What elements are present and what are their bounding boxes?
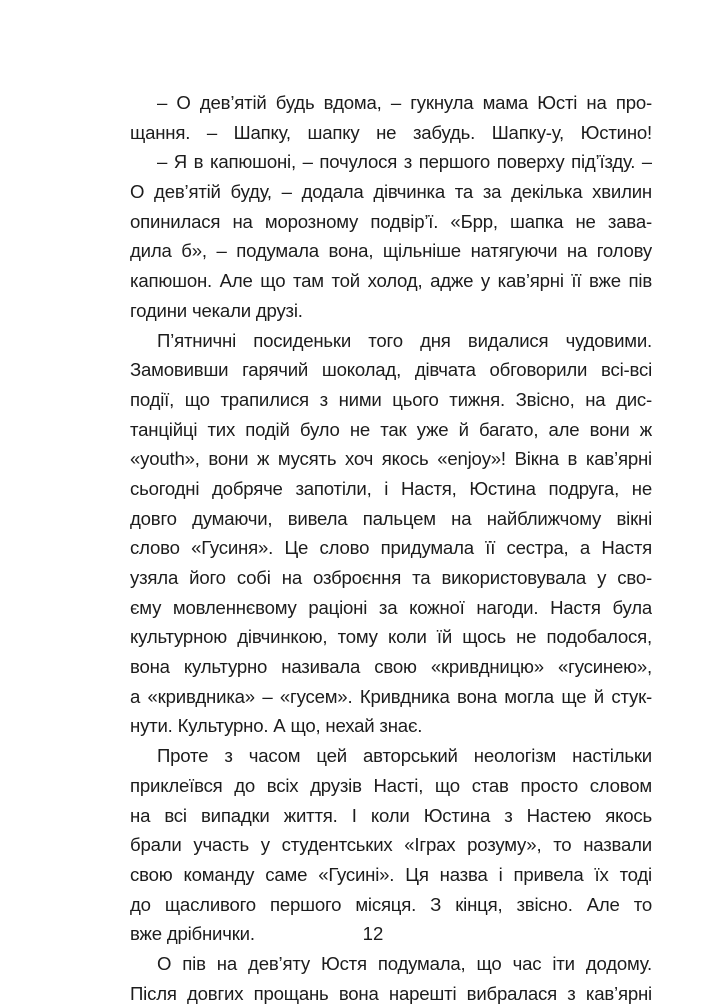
text-line: довго думаючи, вивела пальцем на найближчому вікні xyxy=(130,507,652,529)
text-line: – Я в капюшоні, – почулося з першого поверху під’їзду. – xyxy=(157,151,652,173)
text-line: культурною дівчинкою, тому коли їй щось не подобалося, xyxy=(130,626,652,648)
text-line: танційці тих подій було не так уже й багато, але вони ж xyxy=(130,418,652,440)
text-line: О дев’ятій буду, – додала дівчинка та за декілька хвилин xyxy=(130,181,652,203)
text-line: – О дев’ятій будь вдома, – гукнула мама Юсті на про- xyxy=(157,92,652,113)
text-line: нути. Культурно. А що, нехай знає. xyxy=(130,715,423,737)
text-line: Проте з часом цей авторський неологізм настільки xyxy=(157,745,652,767)
text-line: Після довгих прощань вона нарешті вибралася з кав’ярні xyxy=(130,982,652,1004)
text-line: слово «Гусиня». Це слово придумала її сестра, а Настя xyxy=(130,537,652,559)
text-line: капюшон. Але що там той холод, адже у кав’ярні її вже пів xyxy=(130,270,652,292)
text-line: години чекали друзі. xyxy=(130,299,303,321)
text-line: щання. – Шапку, шапку не забудь. Шапку-у, Юстино! xyxy=(130,121,652,143)
text-line: єму мовленнєвому раціоні за кожної нагоди. Настя була xyxy=(130,596,652,618)
text-line: на всі випадки життя. І коли Юстина з Настею якось xyxy=(130,804,652,826)
text-line: Замовивши гарячий шоколад, дівчата обговорили всі-всі xyxy=(130,359,652,381)
text-line: дила б», – подумала вона, щільніше натягуючи на голову xyxy=(130,240,652,262)
text-line: свою команду саме «Гусині». Ця назва і привела їх тоді xyxy=(130,863,652,885)
text-line: «youth», вони ж мусять хоч якось «enjoy»! Вікна в кав’ярні xyxy=(130,448,652,470)
text-line: до щасливого першого місяця. З кінця, звісно. Але то xyxy=(130,893,652,915)
text-line: брали участь у студентських «Іграх розуму», то назвали xyxy=(130,834,652,856)
page-number: 12 xyxy=(362,923,384,944)
text-line: опинилася на морозному подвір’ї. «Брр, шапка не зава- xyxy=(130,210,652,232)
text-line: П’ятничні посиденьки того дня видалися чудовими. xyxy=(157,329,652,351)
text-line: сьогодні добряче запотіли, і Настя, Юстина подруга, не xyxy=(130,477,652,499)
text-line: а «кривдника» – «гусем». Кривдника вона могла ще й стук- xyxy=(130,685,652,707)
text-line: вже дрібнички. xyxy=(130,923,255,945)
text-line: вона культурно називала свою «кривдницю» «гусинею», xyxy=(130,656,652,678)
text-line: приклеївся до всіх друзів Насті, що став просто словом xyxy=(130,774,652,796)
text-line: узяла його собі на озброєння та використовувала у сво- xyxy=(130,567,652,588)
body-text xyxy=(130,88,652,1008)
text-line: О пів на дев’яту Юстя подумала, що час іти додому. xyxy=(157,952,652,974)
text-line: події, що трапилися з ними цього тижня. Звісно, на дис- xyxy=(130,388,652,410)
